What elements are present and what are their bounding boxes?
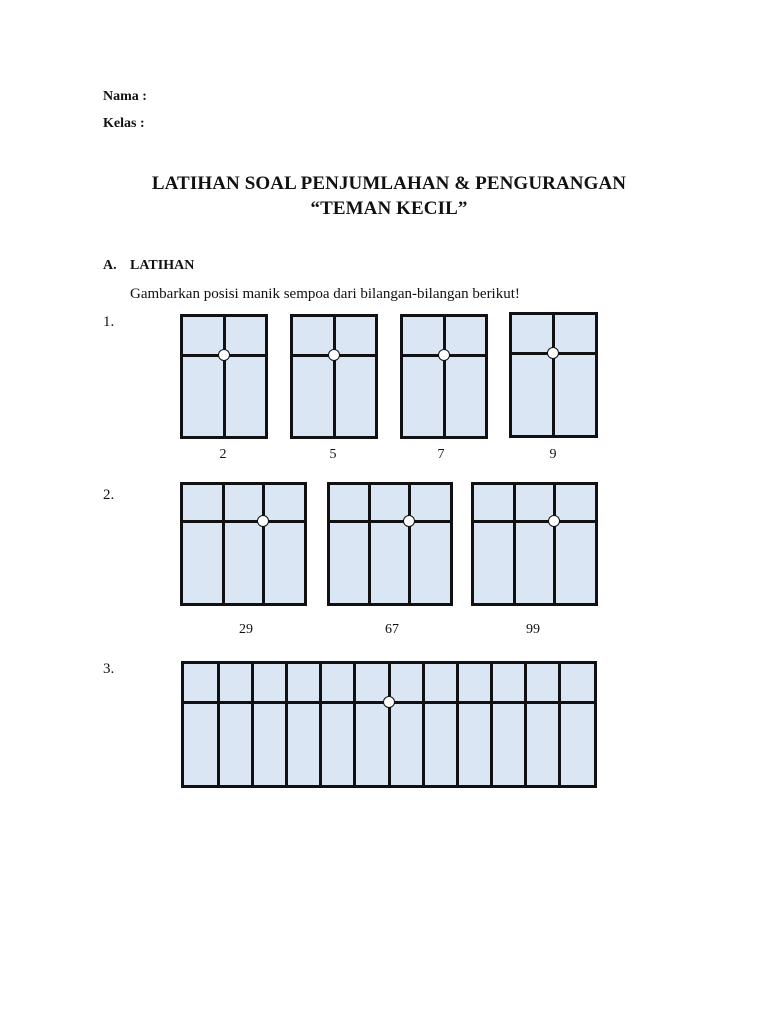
abacus-frame — [327, 482, 453, 606]
abacus-frame — [509, 312, 598, 438]
number-label: 9 — [549, 447, 557, 462]
page-subtitle: “TEMAN KECIL” — [310, 198, 468, 219]
problem-number: 2. — [103, 487, 115, 503]
page-title: LATIHAN SOAL PENJUMLAHAN & PENGURANGAN — [151, 173, 627, 194]
number-label: 7 — [437, 447, 445, 462]
number-label: 29 — [239, 622, 253, 637]
problem-number: 3. — [103, 661, 115, 677]
section-heading: LATIHAN — [130, 258, 195, 273]
number-label: 2 — [219, 447, 227, 462]
number-label: 67 — [385, 622, 399, 637]
section-marker: A. — [103, 258, 117, 273]
abacus-frame — [180, 482, 307, 606]
abacus-frame — [180, 314, 268, 439]
abacus-frame-large — [181, 661, 597, 788]
abacus-bead — [547, 347, 559, 359]
abacus-bead — [548, 515, 560, 527]
abacus-bead — [403, 515, 415, 527]
problem-number: 1. — [103, 314, 115, 330]
abacus-bead — [218, 349, 230, 361]
abacus-bead — [328, 349, 340, 361]
name-label: Nama : — [103, 89, 147, 104]
abacus-bead — [383, 696, 395, 708]
abacus-frame — [400, 314, 488, 439]
class-label: Kelas : — [103, 116, 145, 131]
abacus-bead — [257, 515, 269, 527]
number-label: 99 — [526, 622, 540, 637]
number-label: 5 — [329, 447, 337, 462]
instruction-text: Gambarkan posisi manik sempoa dari bilangan-bilangan berikut! — [130, 286, 520, 302]
abacus-frame — [471, 482, 598, 606]
abacus-frame — [290, 314, 378, 439]
abacus-bead — [438, 349, 450, 361]
